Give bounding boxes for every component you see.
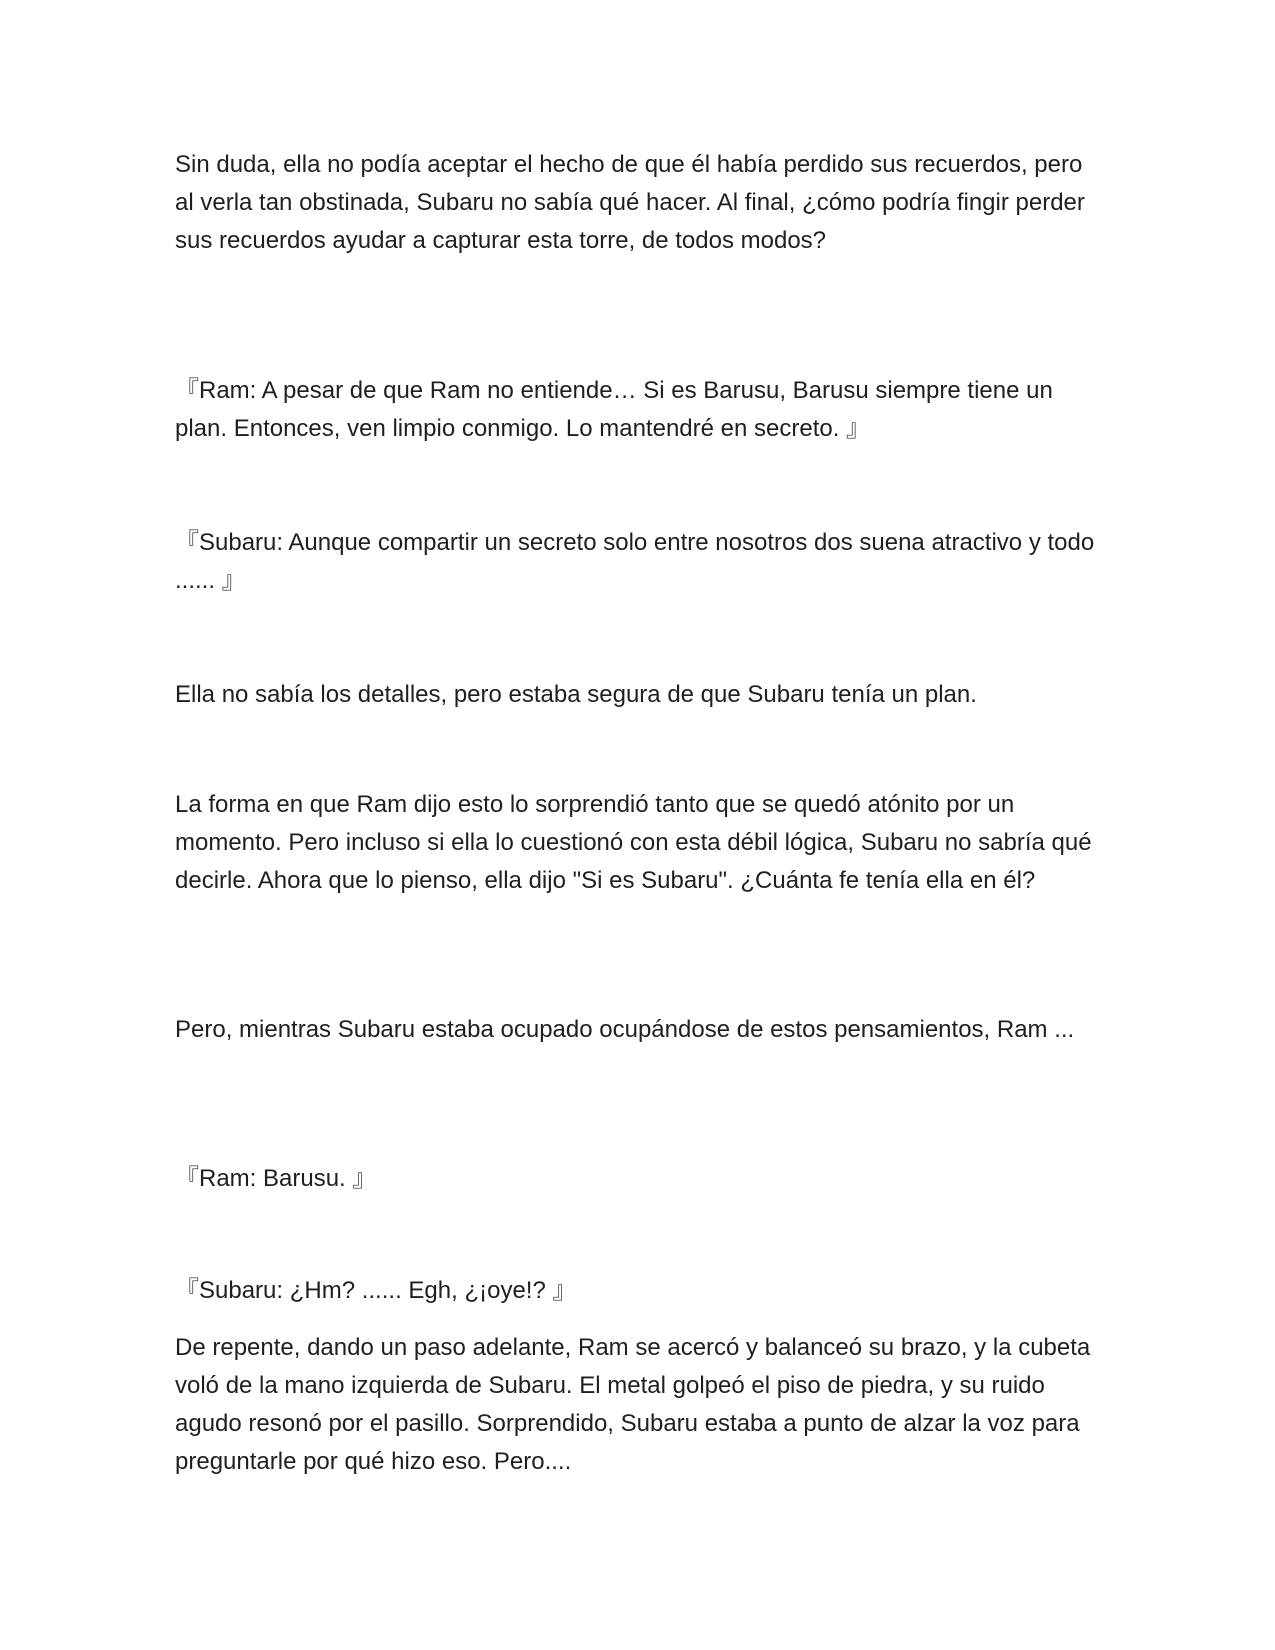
narration-paragraph: Ella no sabía los detalles, pero estaba segura de que Subaru tenía un plan. [175,681,977,708]
dialogue-subaru-paragraph: 『Subaru: ¿Hm? ...... Egh, ¿¡oye!? 』 [175,1277,577,1304]
dialogue-subaru-paragraph: 『Subaru: Aunque compartir un secreto solo entre nosotros dos suena atractivo y todo ...... 』 [175,529,1095,594]
dialogue-ram-paragraph: 『Ram: Barusu. 』 [175,1165,377,1192]
narration-paragraph: La forma en que Ram dijo esto lo sorprendió tanto que se quedó atónito por un momento. Pero incluso si ella lo cuestionó con esta débil lógica, Subaru no sabría qué decirle. Ahora que lo pienso, ella dijo "Si es Subaru". ¿Cuánta fe tenía ella en él? [175,791,1092,894]
narration-paragraph: De repente, dando un paso adelante, Ram se acercó y balanceó su brazo, y la cubeta voló de la mano izquierda de Subaru. El metal golpeó el piso de piedra, y su ruido agudo resonó por el pasillo. Sorprendido, Subaru estaba a punto de alzar la voz para preguntarle por qué hizo eso. Pero.... [175,1334,1091,1475]
narration-paragraph: Sin duda, ella no podía aceptar el hecho de que él había perdido sus recuerdos, pero al verla tan obstinada, Subaru no sabía qué hacer. Al final, ¿cómo podría fingir perder sus recuerdos ayudar a capturar esta torre, de todos modos? [175,151,1085,254]
narration-paragraph: Pero, mientras Subaru estaba ocupado ocupándose de estos pensamientos, Ram ... [175,1016,1075,1043]
dialogue-ram-paragraph: 『Ram: A pesar de que Ram no entiende… Si es Barusu, Barusu siempre tiene un plan. Entonces, ven limpio conmigo. Lo mantendré en secreto. 』 [175,377,1053,442]
